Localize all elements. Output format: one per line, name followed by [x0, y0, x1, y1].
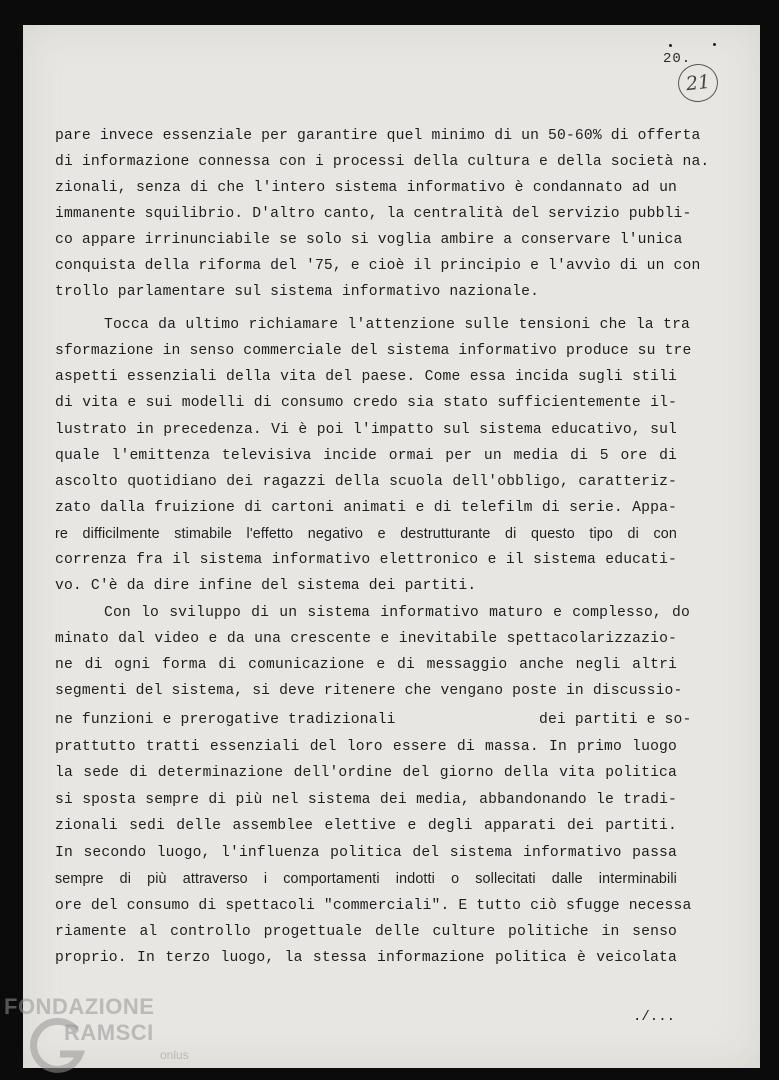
- text-line: ne di ogni forma di comunicazione e di messaggio anche negli altri: [55, 657, 677, 673]
- text-line: ne funzioni e prerogative tradizionali dei partiti e so-: [55, 712, 692, 728]
- text-line: pare invece essenziale per garantire quel minimo di un 50-60% di offerta: [55, 128, 701, 144]
- text-line: prattutto tratti essenziali del loro essere di massa. In primo luogo: [55, 739, 677, 755]
- text-line: Tocca da ultimo richiamare l'attenzione sulle tensioni che la tra: [104, 317, 690, 333]
- text-line: aspetti essenziali della vita del paese. Come essa incida sugli stili: [55, 369, 677, 385]
- text-line: di vita e sui modelli di consumo credo sia stato sufficientemente il-: [55, 395, 677, 411]
- text-line: zionali, senza di che l'intero sistema informativo è condannato ad un: [55, 180, 677, 196]
- continuation-mark: ./...: [633, 1009, 676, 1025]
- text-line: re difficilmente stimabile l'effetto negativo e destrutturante di questo tipo di con: [55, 526, 677, 542]
- text-line: immanente squilibrio. D'altro canto, la centralità del servizio pubbli-: [55, 206, 692, 222]
- text-line: proprio. In terzo luogo, la stessa informazione politica è veicolata: [55, 950, 677, 966]
- watermark-line2: RAMSCI: [64, 1020, 154, 1045]
- text-line: si sposta sempre di più nel sistema dei media, abbandonando le tradi-: [55, 792, 677, 808]
- text-line: quale l'emittenza televisiva incide ormai per un media di 5 ore di: [55, 448, 677, 464]
- text-line: sempre di più attraverso i comportamenti indotti o sollecitati dalle interminabili: [55, 871, 677, 887]
- text-line: vo. C'è da dire infine del sistema dei partiti.: [55, 578, 477, 594]
- text-line: zato dalla fruizione di cartoni animati e di telefilm di serie. Appa-: [55, 500, 677, 516]
- text-line: co appare irrinunciabile se solo si voglia ambire a conservare l'unica: [55, 232, 683, 248]
- text-line: segmenti del sistema, si deve ritenere che vengano poste in discussio-: [55, 683, 683, 699]
- text-line: zionali sedi delle assemblee elettive e degli apparati dei partiti.: [55, 818, 677, 834]
- text-line: la sede di determinazione dell'ordine del giorno della vita politica: [55, 765, 677, 781]
- text-line: sformazione in senso commerciale del sistema informativo produce su tre: [55, 343, 692, 359]
- text-line: trollo parlamentare sul sistema informativo nazionale.: [55, 284, 540, 300]
- text-line: Con lo sviluppo di un sistema informativo maturo e complesso, do: [104, 605, 690, 621]
- text-line: ore del consumo di spettacoli "commerciali". E tutto ciò sfugge necessa: [55, 898, 692, 914]
- text-line: riamente al controllo progettuale delle culture politiche in senso: [55, 924, 677, 940]
- watermark-line3: onlus: [160, 1048, 189, 1062]
- text-line: di informazione connessa con i processi della cultura e della società na.: [55, 154, 710, 170]
- archive-watermark: [4, 994, 204, 1080]
- text-line: conquista della riforma del '75, e cioè il principio e l'avvìo di un con: [55, 258, 701, 274]
- text-line: In secondo luogo, l'influenza politica del sistema informativo passa: [55, 845, 677, 861]
- text-line: lustrato in precedenza. Vi è poi l'impatto sul sistema educativo, sul: [55, 422, 677, 438]
- text-line: correnza fra il sistema informativo elettronico e il sistema educati-: [55, 552, 677, 568]
- ink-mark: [669, 44, 672, 47]
- ink-mark: [713, 43, 716, 46]
- text-line: ascolto quotidiano dei ragazzi della scuola dell'obbligo, caratteriz-: [55, 474, 677, 490]
- watermark-line1: FONDAZIONE: [4, 994, 155, 1019]
- page-number: 20.: [663, 51, 692, 67]
- archive-page-number: 21: [676, 62, 720, 104]
- text-line: minato dal video e da una crescente e inevitabile spettacolarizzazio-: [55, 631, 677, 647]
